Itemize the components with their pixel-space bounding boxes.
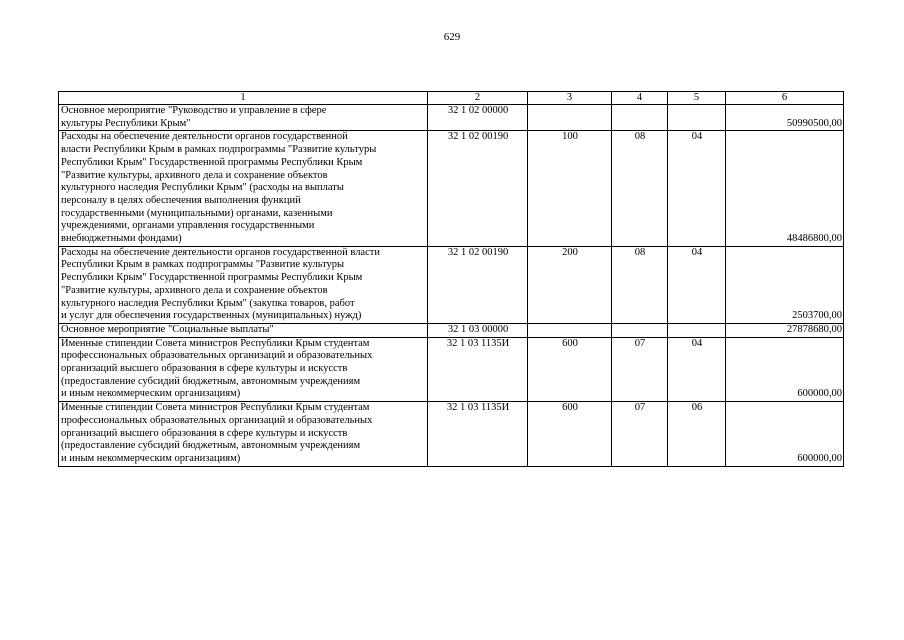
row-col3: 600	[528, 337, 612, 402]
row-name: Основное мероприятие "Руководство и управление в сфере культуры Республики Крым"	[59, 105, 428, 131]
row-col5	[668, 323, 726, 337]
row-col5: 04	[668, 131, 726, 246]
row-code: 32 1 03 00000	[428, 323, 528, 337]
column-header-4: 4	[612, 92, 668, 105]
table-row	[59, 337, 844, 402]
row-amount: 2503700,00	[726, 246, 844, 323]
table-header-row	[59, 92, 844, 105]
row-col4: 08	[612, 246, 668, 323]
column-header-1: 1	[59, 92, 428, 105]
row-name: Расходы на обеспечение деятельности органов государственной власти Республики Крым в рамках подпрограммы "Развитие культуры Республики Крым" Государственной программы Республики Крым "Развитие культуры, архивного дела и сохранение объектов культурного наследия Республики Крым" (расходы на выплаты персоналу в целях обеспечения выполнения функций государственными (муниципальными) органами, казенными учреждениями, органами управления государственными внебюджетными фондами)	[59, 131, 428, 246]
table-row	[59, 246, 844, 323]
table-row	[59, 323, 844, 337]
row-col4	[612, 323, 668, 337]
row-col5: 06	[668, 402, 726, 467]
row-amount: 600000,00	[726, 337, 844, 402]
row-col4: 07	[612, 337, 668, 402]
row-col5	[668, 105, 726, 131]
budget-table	[58, 91, 844, 467]
row-col5: 04	[668, 246, 726, 323]
row-name: Именные стипендии Совета министров Республики Крым студентам профессиональных образовательных организаций и образовательных организаций высшего образования в сфере культуры и искусств (предоставление субсидий бюджетным, автономным учреждениям и иным некоммерческим организациям)	[59, 402, 428, 467]
row-amount: 600000,00	[726, 402, 844, 467]
column-header-5: 5	[668, 92, 726, 105]
row-name: Основное мероприятие "Социальные выплаты"	[59, 323, 428, 337]
row-col3	[528, 105, 612, 131]
row-col3: 600	[528, 402, 612, 467]
row-amount: 48486800,00	[726, 131, 844, 246]
row-code: 32 1 02 00190	[428, 246, 528, 323]
row-amount: 27878680,00	[726, 323, 844, 337]
row-name: Расходы на обеспечение деятельности органов государственной власти Республики Крым в рамках подпрограммы "Развитие культуры Республики Крым" Государственной программы Республики Крым "Развитие культуры, архивного дела и сохранение объектов культурного наследия Республики Крым" (закупка товаров, работ и услуг для обеспечения государственных (муниципальных) нужд)	[59, 246, 428, 323]
row-col4	[612, 105, 668, 131]
row-code: 32 1 03 1135И	[428, 337, 528, 402]
page-number: 629	[443, 31, 461, 43]
row-col4: 08	[612, 131, 668, 246]
row-code: 32 1 02 00000	[428, 105, 528, 131]
row-col4: 07	[612, 402, 668, 467]
column-header-2: 2	[428, 92, 528, 105]
row-name: Именные стипендии Совета министров Республики Крым студентам профессиональных образовательных организаций и образовательных организаций высшего образования в сфере культуры и искусств (предоставление субсидий бюджетным, автономным учреждениям и иным некоммерческим организациям)	[59, 337, 428, 402]
table-row	[59, 131, 844, 246]
row-col3	[528, 323, 612, 337]
row-code: 32 1 02 00190	[428, 131, 528, 246]
row-amount: 50990500,00	[726, 105, 844, 131]
row-col5: 04	[668, 337, 726, 402]
table-row	[59, 105, 844, 131]
column-header-6: 6	[726, 92, 844, 105]
row-col3: 100	[528, 131, 612, 246]
row-col3: 200	[528, 246, 612, 323]
column-header-3: 3	[528, 92, 612, 105]
row-code: 32 1 03 1135И	[428, 402, 528, 467]
table-row	[59, 402, 844, 467]
